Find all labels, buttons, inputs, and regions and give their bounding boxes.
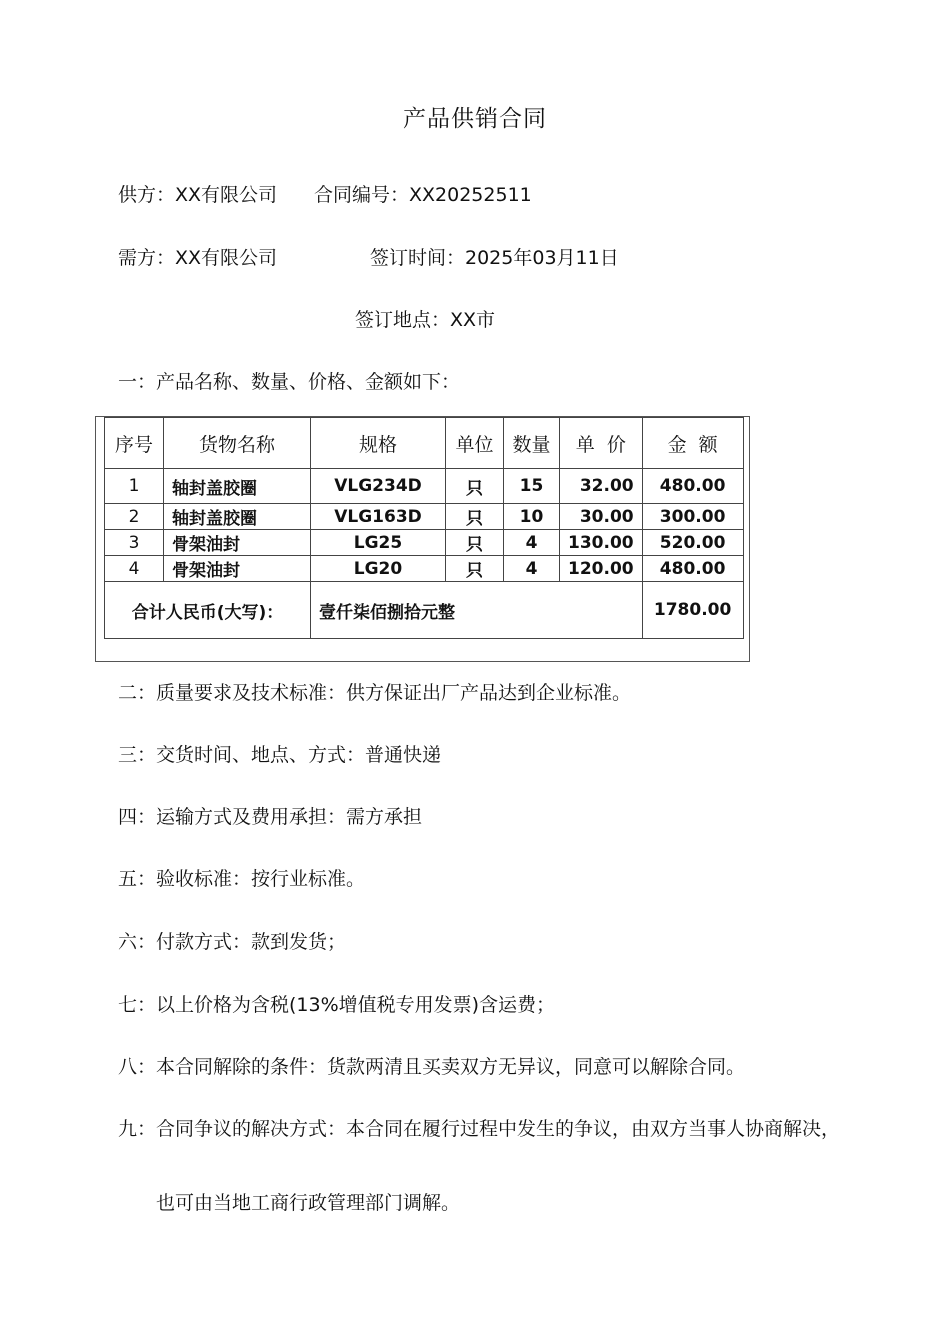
contract-number: 合同编号：XX20252511 [314, 184, 532, 206]
sign-place: 签订地点：XX市 [355, 309, 496, 331]
row-quantity: 10 [504, 504, 560, 530]
row-quantity: 4 [504, 530, 560, 556]
row-goods-name: 骨架油封 [164, 530, 311, 556]
row-index: 1 [105, 469, 164, 504]
clause-7: 七：以上价格为含税(13%增值税专用发票)含运费； [118, 994, 556, 1016]
row-amount: 480.00 [642, 469, 743, 504]
table-row [105, 469, 744, 504]
row-index: 3 [105, 530, 164, 556]
row-unit-price: 32.00 [560, 469, 643, 504]
row-unit: 只 [446, 504, 504, 530]
clause-6: 六：付款方式：款到发货； [118, 931, 347, 953]
row-unit: 只 [446, 469, 504, 504]
section-1-heading: 一：产品名称、数量、价格、金额如下： [118, 371, 461, 393]
header-unit: 单位 [446, 418, 504, 469]
table-header-row [105, 418, 744, 469]
row-amount: 480.00 [642, 556, 743, 582]
clause-8: 八：本合同解除的条件：货款两清且买卖双方无异议，同意可以解除合同。 [118, 1056, 746, 1078]
row-amount: 520.00 [642, 530, 743, 556]
row-quantity: 15 [504, 469, 560, 504]
row-goods-name: 轴封盖胶圈 [164, 469, 311, 504]
row-unit-price: 30.00 [560, 504, 643, 530]
table-row [105, 504, 744, 530]
clause-9-continuation: 也可由当地工商行政管理部门调解。 [156, 1192, 461, 1214]
header-unit-price: 单 价 [560, 418, 643, 469]
total-in-words: 壹仟柒佰捌拾元整 [311, 582, 643, 639]
row-index: 4 [105, 556, 164, 582]
clause-5: 五：验收标准：按行业标准。 [118, 868, 366, 890]
header-spec: 规格 [311, 418, 446, 469]
goods-table [104, 417, 744, 639]
clause-9: 九：合同争议的解决方式：本合同在履行过程中发生的争议，由双方当事人协商解决， [118, 1118, 841, 1140]
supplier-line: 供方：XX有限公司 [118, 184, 278, 206]
clause-4: 四：运输方式及费用承担：需方承担 [118, 806, 423, 828]
total-amount: 1780.00 [642, 582, 743, 639]
row-goods-name: 骨架油封 [164, 556, 311, 582]
row-spec: VLG234D [311, 469, 446, 504]
total-label: 合计人民币(大写)： [105, 582, 311, 639]
row-spec: LG25 [311, 530, 446, 556]
row-index: 2 [105, 504, 164, 530]
row-goods-name: 轴封盖胶圈 [164, 504, 311, 530]
header-goods-name: 货物名称 [164, 418, 311, 469]
sign-time: 签订时间：2025年03月11日 [370, 247, 619, 269]
table-total-row [105, 582, 744, 639]
header-index: 序号 [105, 418, 164, 469]
table-row [105, 556, 744, 582]
row-unit: 只 [446, 530, 504, 556]
table-row [105, 530, 744, 556]
row-amount: 300.00 [642, 504, 743, 530]
document-title: 产品供销合同 [403, 106, 547, 132]
row-spec: LG20 [311, 556, 446, 582]
row-quantity: 4 [504, 556, 560, 582]
clause-3: 三：交货时间、地点、方式：普通快递 [118, 744, 442, 766]
row-unit-price: 130.00 [560, 530, 643, 556]
row-spec: VLG163D [311, 504, 446, 530]
row-unit: 只 [446, 556, 504, 582]
buyer-line: 需方：XX有限公司 [118, 247, 278, 269]
header-quantity: 数量 [504, 418, 560, 469]
clause-2: 二：质量要求及技术标准：供方保证出厂产品达到企业标准。 [118, 682, 632, 704]
header-amount: 金 额 [642, 418, 743, 469]
row-unit-price: 120.00 [560, 556, 643, 582]
